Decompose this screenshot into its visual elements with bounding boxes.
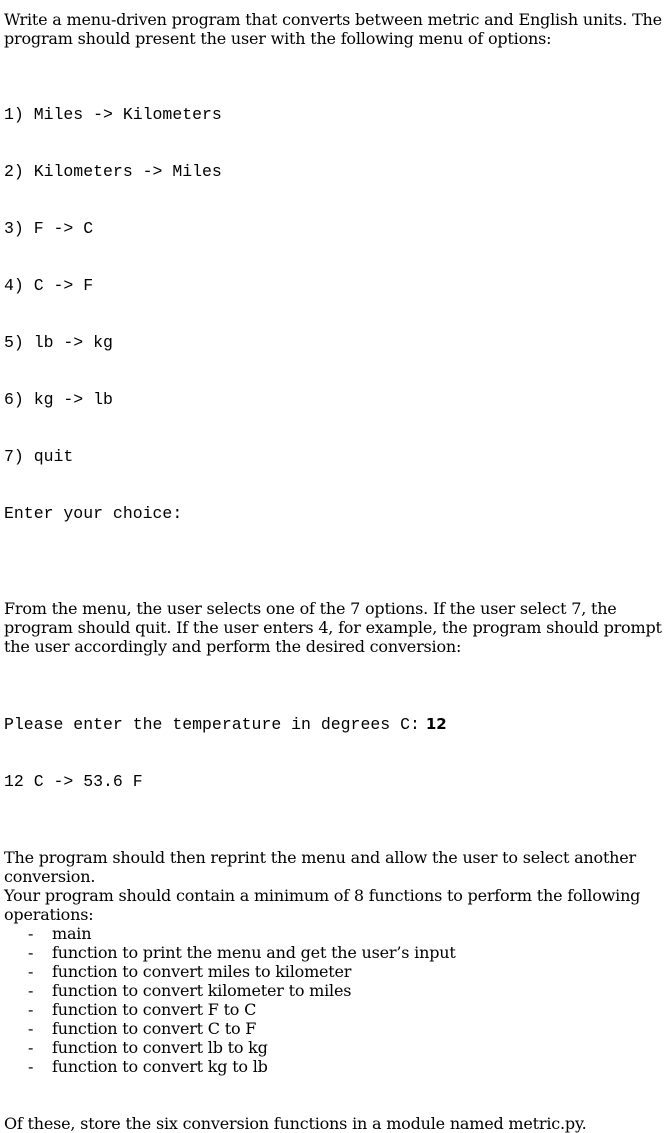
menu-line: 2) Kilometers -> Miles <box>4 162 222 181</box>
reprint-paragraph: The program should then reprint the menu and allow the user to select another conversion. <box>4 848 636 886</box>
bullet-dash: - <box>28 924 34 943</box>
assignment-document <box>4 10 666 1133</box>
list-item <box>4 1038 666 1057</box>
list-item <box>4 962 666 981</box>
operations-list <box>4 924 666 1076</box>
sample-input: 12 <box>425 715 447 733</box>
intro-paragraph: Write a menu-driven program that converts between metric and English units. The program should present the user with the following menu of options: <box>4 10 662 48</box>
bullet-dash: - <box>28 1057 34 1076</box>
menu-line: 1) Miles -> Kilometers <box>4 105 222 124</box>
list-item <box>4 1019 666 1038</box>
operation-label: function to convert kilometer to miles <box>52 981 352 1000</box>
menu-prompt: Enter your choice: <box>4 504 183 523</box>
menu-line: 5) lb -> kg <box>4 333 113 352</box>
bullet-dash: - <box>28 1000 34 1019</box>
bullet-dash: - <box>28 1019 34 1038</box>
closing-paragraph: Of these, store the six conversion functions in a module named metric.py. <box>4 1114 587 1133</box>
menu-line: 3) F -> C <box>4 219 94 238</box>
sample-session <box>4 677 666 829</box>
bullet-dash: - <box>28 962 34 981</box>
list-item <box>4 981 666 1000</box>
operation-label: function to convert kg to lb <box>52 1057 268 1076</box>
sample-output: 12 C -> 53.6 F <box>4 772 143 791</box>
bullet-dash: - <box>28 981 34 1000</box>
operation-label: function to print the menu and get the user’s input <box>52 943 456 962</box>
sample-prompt: Please enter the temperature in degrees C: <box>4 715 420 734</box>
operation-label: main <box>52 924 92 943</box>
list-item <box>4 1000 666 1019</box>
list-item <box>4 1057 666 1076</box>
operation-label: function to convert miles to kilometer <box>52 962 352 981</box>
list-item <box>4 924 666 943</box>
menu-line: 6) kg -> lb <box>4 390 113 409</box>
operation-label: function to convert lb to kg <box>52 1038 268 1057</box>
instructions-paragraph: From the menu, the user selects one of the 7 options. If the user select 7, the program should quit. If the user enters 4, for example, the program should prompt the user accordingly and perform the desired conversion: <box>4 599 662 656</box>
bullet-dash: - <box>28 1038 34 1057</box>
bullet-dash: - <box>28 943 34 962</box>
sample-prompt-line <box>4 715 666 734</box>
menu-line: 7) quit <box>4 447 74 466</box>
list-item <box>4 943 666 962</box>
menu-listing <box>4 67 666 561</box>
operation-label: function to convert F to C <box>52 1000 257 1019</box>
requirement-paragraph: Your program should contain a minimum of 8 functions to perform the following operations: <box>4 886 641 924</box>
menu-line: 4) C -> F <box>4 276 94 295</box>
operation-label: function to convert C to F <box>52 1019 257 1038</box>
